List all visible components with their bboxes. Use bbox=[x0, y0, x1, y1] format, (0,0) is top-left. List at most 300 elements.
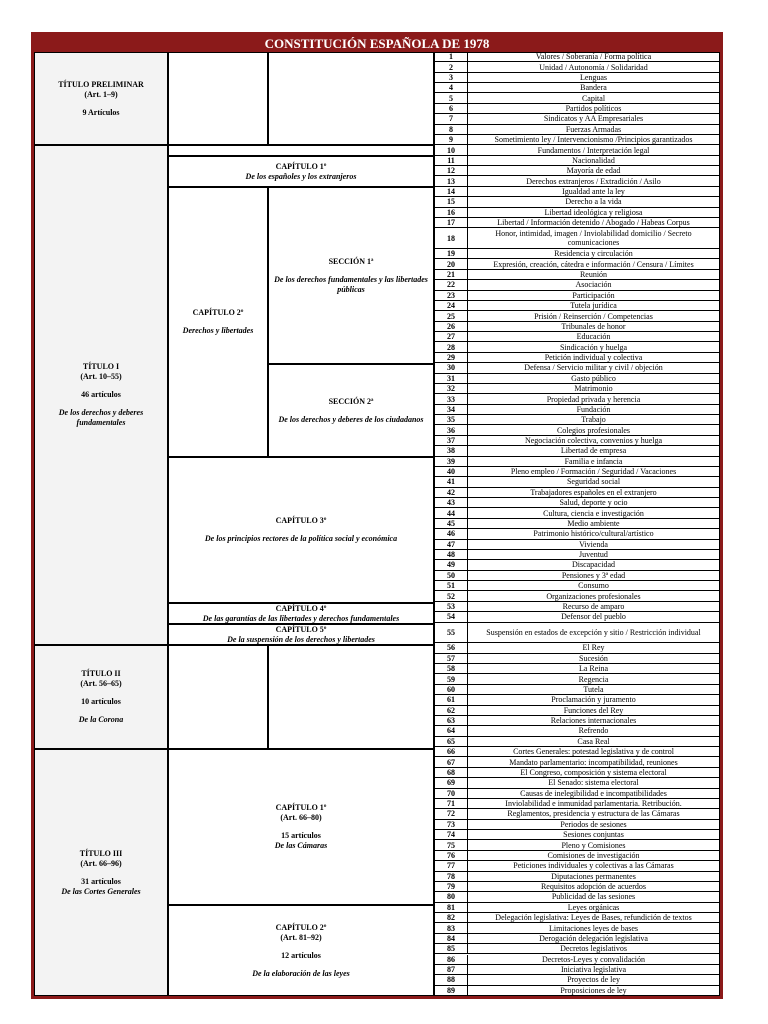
article-row bbox=[434, 477, 720, 487]
article-title: Cultura, ciencia e investigación bbox=[468, 508, 720, 518]
article-row bbox=[434, 550, 720, 560]
article-title: Reunión bbox=[468, 270, 720, 280]
article-number: 46 bbox=[434, 529, 468, 539]
article-title: Pleno y Comisiones bbox=[468, 840, 720, 850]
seccion-2-cell bbox=[268, 364, 434, 457]
article-number: 71 bbox=[434, 799, 468, 809]
article-row bbox=[434, 799, 720, 809]
article-title: Sindicatos y AA Empresariales bbox=[468, 114, 720, 124]
capitulo-count: 15 artículos bbox=[281, 831, 321, 840]
capitulo-2-cell bbox=[168, 187, 268, 457]
article-title: Sesiones conjuntas bbox=[468, 830, 720, 840]
article-number: 20 bbox=[434, 259, 468, 269]
article-number: 54 bbox=[434, 612, 468, 622]
article-title: Gasto público bbox=[468, 374, 720, 384]
article-row bbox=[434, 778, 720, 788]
article-number: 77 bbox=[434, 861, 468, 871]
article-row bbox=[434, 93, 720, 103]
article-number: 78 bbox=[434, 872, 468, 882]
article-row bbox=[434, 125, 720, 135]
article-title: Proclamación y juramento bbox=[468, 695, 720, 705]
article-row bbox=[434, 768, 720, 778]
article-number: 69 bbox=[434, 778, 468, 788]
article-title: Decretos legislativos bbox=[468, 944, 720, 954]
article-number: 74 bbox=[434, 830, 468, 840]
article-title: Tutela jurídica bbox=[468, 301, 720, 311]
empty-cell bbox=[168, 52, 268, 145]
article-number: 49 bbox=[434, 560, 468, 570]
article-title: Pensiones y 3ª edad bbox=[468, 571, 720, 581]
article-title: Prisión / Reinserción / Competencias bbox=[468, 311, 720, 321]
article-row bbox=[434, 353, 720, 363]
article-row bbox=[434, 436, 720, 446]
article-title: Nacionalidad bbox=[468, 156, 720, 166]
article-row bbox=[434, 425, 720, 435]
capitulo-desc: De los españoles y los extranjeros bbox=[245, 171, 357, 181]
article-row bbox=[434, 674, 720, 684]
article-title: Mayoría de edad bbox=[468, 166, 720, 176]
article-number: 2 bbox=[434, 62, 468, 72]
article-title: Proposiciones de ley bbox=[468, 986, 720, 996]
article-number: 32 bbox=[434, 384, 468, 394]
article-title: La Reina bbox=[468, 664, 720, 674]
article-title: Refrendo bbox=[468, 726, 720, 736]
seccion-name: SECCIÓN 1ª bbox=[328, 256, 374, 266]
article-number: 11 bbox=[434, 156, 468, 166]
article-number: 5 bbox=[434, 93, 468, 103]
article-number: 37 bbox=[434, 436, 468, 446]
article-title: Defensa / Servicio militar y civil / objeción bbox=[468, 363, 720, 373]
article-row bbox=[434, 114, 720, 124]
article-title: Decretos-Leyes y convalidación bbox=[468, 955, 720, 965]
article-row bbox=[434, 840, 720, 850]
article-title: El Senado: sistema electoral bbox=[468, 778, 720, 788]
article-number: 19 bbox=[434, 249, 468, 259]
article-title: Regencia bbox=[468, 674, 720, 684]
capitulo-1-cell bbox=[168, 156, 434, 187]
article-title: Organizaciones profesionales bbox=[468, 591, 720, 601]
article-number: 88 bbox=[434, 975, 468, 985]
article-number: 43 bbox=[434, 498, 468, 508]
article-number: 7 bbox=[434, 114, 468, 124]
capitulo-name: CAPÍTULO 1º bbox=[275, 161, 327, 171]
capitulo-name: CAPÍTULO 4º bbox=[275, 603, 327, 613]
article-number: 24 bbox=[434, 301, 468, 311]
article-number: 26 bbox=[434, 322, 468, 332]
article-number: 75 bbox=[434, 840, 468, 850]
article-title: Libertad ideológica y religiosa bbox=[468, 208, 720, 218]
article-row bbox=[434, 280, 720, 290]
titulo-desc: De los derechos y deberes fundamentales bbox=[58, 408, 144, 427]
article-title: Leyes orgánicas bbox=[468, 903, 720, 913]
titulo-iii-cell bbox=[34, 749, 168, 996]
article-row bbox=[434, 259, 720, 269]
capitulo-range: (Art. 66–80) bbox=[280, 813, 322, 822]
titulo-preliminar-cell bbox=[34, 52, 168, 145]
article-title: Bandera bbox=[468, 83, 720, 93]
article-title: Causas de inelegibilidad e incompatibilidades bbox=[468, 789, 720, 799]
article-row bbox=[434, 612, 720, 622]
article-number: 76 bbox=[434, 851, 468, 861]
article-title: Defensor del pueblo bbox=[468, 612, 720, 622]
constitution-table bbox=[34, 52, 720, 996]
article-title: Comisiones de investigación bbox=[468, 851, 720, 861]
capitulo-range: (Art. 81–92) bbox=[280, 932, 322, 942]
titulo-ii-cell bbox=[34, 645, 168, 749]
article-row bbox=[434, 571, 720, 581]
article-row bbox=[434, 809, 720, 819]
article-title: Derogación delegación legislativa bbox=[468, 934, 720, 944]
article-row bbox=[434, 623, 720, 644]
article-title: Mandato parlamentario: incompatibilidad, reuniones bbox=[468, 757, 720, 767]
capitulo-name: CAPÍTULO 2º bbox=[275, 922, 327, 932]
article-number: 3 bbox=[434, 73, 468, 83]
article-number: 29 bbox=[434, 353, 468, 363]
article-number: 39 bbox=[434, 457, 468, 467]
article-row bbox=[434, 975, 720, 985]
article-number: 50 bbox=[434, 571, 468, 581]
article-row bbox=[434, 861, 720, 871]
article-row bbox=[434, 187, 720, 197]
article-number: 84 bbox=[434, 934, 468, 944]
article-row bbox=[434, 166, 720, 176]
titulo-name: TÍTULO I bbox=[82, 362, 120, 371]
article-title: Participación bbox=[468, 291, 720, 301]
article-number: 82 bbox=[434, 913, 468, 923]
article-title: Valores / Soberanía / Forma política bbox=[468, 52, 720, 62]
article-number: 44 bbox=[434, 508, 468, 518]
article-number: 17 bbox=[434, 218, 468, 228]
article-title: El Rey bbox=[468, 643, 720, 653]
article-title: Iniciativa legislativa bbox=[468, 965, 720, 975]
article-number: 9 bbox=[434, 135, 468, 145]
article-title: Unidad / Autonomía / Solidaridad bbox=[468, 62, 720, 72]
article-number: 63 bbox=[434, 716, 468, 726]
article-row bbox=[434, 467, 720, 477]
article-number: 80 bbox=[434, 892, 468, 902]
article-number: 62 bbox=[434, 706, 468, 716]
titulo-name: TÍTULO PRELIMINAR bbox=[58, 79, 144, 89]
article-title: Sindicación y huelga bbox=[468, 342, 720, 352]
article-row bbox=[434, 228, 720, 249]
article-number: 10 bbox=[434, 145, 468, 155]
article-title: Trabajo bbox=[468, 415, 720, 425]
article-number: 6 bbox=[434, 104, 468, 114]
titulo-count: 10 artículos bbox=[81, 697, 121, 706]
article-title: Reglamentos, presidencia y estructura de las Cámaras bbox=[468, 809, 720, 819]
article-number: 52 bbox=[434, 591, 468, 601]
article-row bbox=[434, 685, 720, 695]
article-row bbox=[434, 851, 720, 861]
empty-cell bbox=[268, 52, 434, 145]
article-row bbox=[434, 384, 720, 394]
article-title: Sometimiento ley / Intervencionismo /Principios garantizados bbox=[468, 135, 720, 145]
capitulo-name: CAPÍTULO 5º bbox=[275, 624, 327, 634]
article-title: Derechos extranjeros / Extradición / Asilo bbox=[468, 176, 720, 186]
article-number: 83 bbox=[434, 923, 468, 933]
article-number: 64 bbox=[434, 726, 468, 736]
titulo-desc: De la Corona bbox=[78, 715, 124, 724]
capitulo-4-cell bbox=[168, 603, 434, 624]
article-row bbox=[434, 62, 720, 72]
article-row bbox=[434, 591, 720, 601]
article-row bbox=[434, 706, 720, 716]
article-title: Vivienda bbox=[468, 540, 720, 550]
article-row bbox=[434, 197, 720, 207]
article-title: Libertad de empresa bbox=[468, 446, 720, 456]
article-number: 33 bbox=[434, 394, 468, 404]
article-title: Pleno empleo / Formación / Seguridad / Vacaciones bbox=[468, 467, 720, 477]
titulo-count: 9 Artículos bbox=[82, 107, 120, 117]
article-title: Salud, deporte y ocio bbox=[468, 498, 720, 508]
capitulo-desc: De los principios rectores de la política social y económica bbox=[204, 534, 398, 543]
article-number: 45 bbox=[434, 519, 468, 529]
article-title: Proyectos de ley bbox=[468, 975, 720, 985]
article-number: 34 bbox=[434, 405, 468, 415]
article-title: Relaciones internacionales bbox=[468, 716, 720, 726]
article-number: 61 bbox=[434, 695, 468, 705]
article-title: Partidos políticos bbox=[468, 104, 720, 114]
article-row bbox=[434, 695, 720, 705]
article-title: Negociación colectiva, convenios y huelga bbox=[468, 436, 720, 446]
article-number: 66 bbox=[434, 747, 468, 757]
titulo-count: 31 artículos bbox=[81, 876, 121, 886]
article-number: 47 bbox=[434, 540, 468, 550]
article-number: 22 bbox=[434, 280, 468, 290]
capitulo-desc: De la suspensión de los derechos y libertades bbox=[227, 634, 375, 644]
article-title: Expresión, creación, cátedra e información / Censura / Límites bbox=[468, 259, 720, 269]
article-title: Seguridad social bbox=[468, 477, 720, 487]
article-title: Tribunales de honor bbox=[468, 322, 720, 332]
article-title: Capital bbox=[468, 93, 720, 103]
article-number: 42 bbox=[434, 488, 468, 498]
article-row bbox=[434, 540, 720, 550]
article-title: Diputaciones permanentes bbox=[468, 872, 720, 882]
article-title: Familia e infancia bbox=[468, 457, 720, 467]
article-number: 31 bbox=[434, 374, 468, 384]
article-number: 48 bbox=[434, 550, 468, 560]
article-row bbox=[434, 913, 720, 923]
article-row bbox=[434, 301, 720, 311]
article-title: Matrimonio bbox=[468, 384, 720, 394]
article-title: Recurso de amparo bbox=[468, 602, 720, 612]
capitulo-5-cell bbox=[168, 624, 434, 645]
article-number: 36 bbox=[434, 425, 468, 435]
titulo-name: TÍTULO II bbox=[81, 669, 121, 678]
article-title: Discapacidad bbox=[468, 560, 720, 570]
titulo-range: (Art. 10–55) bbox=[80, 372, 122, 381]
article-title: Sucesión bbox=[468, 654, 720, 664]
article-title: Suspensión en estados de excepción y sitio / Restricción individual bbox=[468, 623, 720, 644]
article-title: Trabajadores españoles en el extranjero bbox=[468, 488, 720, 498]
article-row bbox=[434, 156, 720, 166]
article-row bbox=[434, 415, 720, 425]
article-number: 40 bbox=[434, 467, 468, 477]
article-title: El Congreso, composición y sistema electoral bbox=[468, 768, 720, 778]
article-number: 60 bbox=[434, 685, 468, 695]
article-number: 30 bbox=[434, 363, 468, 373]
article-title: Delegación legislativa: Leyes de Bases, refundición de textos bbox=[468, 913, 720, 923]
article-number: 35 bbox=[434, 415, 468, 425]
article-row bbox=[434, 519, 720, 529]
article-title: Libertad / Información detenido / Abogado / Habeas Corpus bbox=[468, 218, 720, 228]
article-title: Publicidad de las sesiones bbox=[468, 892, 720, 902]
article-row bbox=[434, 218, 720, 228]
article-number: 57 bbox=[434, 654, 468, 664]
article-row bbox=[434, 923, 720, 933]
article-row bbox=[434, 581, 720, 591]
article-number: 89 bbox=[434, 986, 468, 996]
article-row bbox=[434, 176, 720, 186]
article-number: 59 bbox=[434, 674, 468, 684]
article-row bbox=[434, 892, 720, 902]
article-title: Lenguas bbox=[468, 73, 720, 83]
article-number: 79 bbox=[434, 882, 468, 892]
capitulo-desc: De las Cámaras bbox=[274, 841, 328, 850]
article-title: Cortes Generales: potestad legislativa y de control bbox=[468, 747, 720, 757]
empty-cell bbox=[168, 645, 268, 749]
article-number: 21 bbox=[434, 270, 468, 280]
article-row bbox=[434, 757, 720, 767]
capitulo-desc: Derechos y libertades bbox=[182, 326, 254, 335]
article-number: 72 bbox=[434, 809, 468, 819]
article-number: 51 bbox=[434, 581, 468, 591]
article-number: 56 bbox=[434, 643, 468, 653]
article-title: Igualdad ante la ley bbox=[468, 187, 720, 197]
titulo-range: (Art. 56–65) bbox=[80, 679, 122, 688]
article-number: 86 bbox=[434, 955, 468, 965]
article-title: Casa Real bbox=[468, 737, 720, 747]
article-title: Educación bbox=[468, 332, 720, 342]
article-number: 4 bbox=[434, 83, 468, 93]
article-row bbox=[434, 986, 720, 996]
article-row bbox=[434, 820, 720, 830]
article-number: 27 bbox=[434, 332, 468, 342]
capitulo-desc: De la elaboración de las leyes bbox=[252, 968, 350, 978]
article-title: Fuerzas Armadas bbox=[468, 125, 720, 135]
article-number: 13 bbox=[434, 176, 468, 186]
article-row bbox=[434, 135, 720, 145]
article-title: Propiedad privada y herencia bbox=[468, 394, 720, 404]
article-row bbox=[434, 955, 720, 965]
article-row bbox=[434, 560, 720, 570]
article-row bbox=[434, 291, 720, 301]
article-number: 1 bbox=[434, 52, 468, 62]
article-number: 70 bbox=[434, 789, 468, 799]
article-number: 85 bbox=[434, 944, 468, 954]
capitulo-name: CAPÍTULO 2º bbox=[192, 308, 244, 317]
article-title: Asociación bbox=[468, 280, 720, 290]
article-title: Derecho a la vida bbox=[468, 197, 720, 207]
article-number: 38 bbox=[434, 446, 468, 456]
article-row bbox=[434, 726, 720, 736]
article-row bbox=[434, 789, 720, 799]
article-row bbox=[434, 52, 720, 62]
article-number: 41 bbox=[434, 477, 468, 487]
article-title: Fundación bbox=[468, 405, 720, 415]
article-number: 12 bbox=[434, 166, 468, 176]
article-title: Consumo bbox=[468, 581, 720, 591]
article-number: 15 bbox=[434, 197, 468, 207]
article-row bbox=[434, 83, 720, 93]
article-row bbox=[434, 249, 720, 259]
article-row bbox=[434, 405, 720, 415]
article-row bbox=[434, 934, 720, 944]
article-title: Fundamentos / Interpretación legal bbox=[468, 145, 720, 155]
article-number: 28 bbox=[434, 342, 468, 352]
article-row bbox=[434, 322, 720, 332]
article-row bbox=[434, 872, 720, 882]
article-number: 87 bbox=[434, 965, 468, 975]
article-row bbox=[434, 903, 720, 913]
titulo-range: (Art. 1–9) bbox=[84, 89, 118, 99]
article-number: 81 bbox=[434, 903, 468, 913]
article-title: Periodos de sesiones bbox=[468, 820, 720, 830]
titulo-range: (Art. 66–96) bbox=[80, 858, 122, 868]
article-title: Juventud bbox=[468, 550, 720, 560]
article-number: 25 bbox=[434, 311, 468, 321]
document-title: CONSTITUCIÓN ESPAÑOLA DE 1978 bbox=[264, 36, 490, 51]
article-row bbox=[434, 311, 720, 321]
article-row bbox=[434, 643, 720, 653]
article-row bbox=[434, 498, 720, 508]
document-frame bbox=[31, 32, 723, 999]
capitulo-3-cell bbox=[168, 457, 434, 603]
capitulo-2-cell bbox=[168, 905, 434, 996]
article-row bbox=[434, 830, 720, 840]
article-row bbox=[434, 944, 720, 954]
article-row bbox=[434, 747, 720, 757]
article-title: Inviolabilidad e inmunidad parlamentaria. Retribución. bbox=[468, 799, 720, 809]
capitulo-name: CAPÍTULO 3º bbox=[275, 516, 327, 525]
article-title: Limitaciones leyes de bases bbox=[468, 923, 720, 933]
article-title: Residencia y circulación bbox=[468, 249, 720, 259]
titulo-count: 46 artículos bbox=[81, 390, 121, 399]
empty-cell bbox=[268, 645, 434, 749]
seccion-name: SECCIÓN 2ª bbox=[328, 396, 374, 406]
article-row bbox=[434, 508, 720, 518]
seccion-1-cell bbox=[268, 187, 434, 364]
capitulo-name: CAPÍTULO 1º bbox=[275, 803, 327, 812]
capitulo-count: 12 artículos bbox=[281, 950, 321, 960]
article-row bbox=[434, 664, 720, 674]
article-title: Tutela bbox=[468, 685, 720, 695]
article-title: Petición individual y colectiva bbox=[468, 353, 720, 363]
article-number: 67 bbox=[434, 757, 468, 767]
seccion-desc: De los derechos fundamentales y las libertades públicas bbox=[274, 274, 428, 294]
article-row bbox=[434, 332, 720, 342]
article-title: Peticiones individuales y colectivas a las Cámaras bbox=[468, 861, 720, 871]
article-row bbox=[434, 342, 720, 352]
titulo-name: TÍTULO III bbox=[79, 848, 123, 858]
article-number: 55 bbox=[434, 623, 468, 644]
article-title: Colegios profesionales bbox=[468, 425, 720, 435]
article-number: 23 bbox=[434, 291, 468, 301]
article-row bbox=[434, 374, 720, 384]
article-row bbox=[434, 965, 720, 975]
article-row bbox=[434, 488, 720, 498]
article-title: Funciones del Rey bbox=[468, 706, 720, 716]
article-title: Honor, intimidad, imagen / Inviolabilidad domicilio / Secreto comunicaciones bbox=[468, 228, 720, 249]
article-number: 73 bbox=[434, 820, 468, 830]
article-row bbox=[434, 145, 720, 155]
article-row bbox=[434, 363, 720, 373]
article-number: 18 bbox=[434, 228, 468, 249]
article-number: 14 bbox=[434, 187, 468, 197]
article-number: 65 bbox=[434, 737, 468, 747]
article-row bbox=[434, 208, 720, 218]
article-number: 16 bbox=[434, 208, 468, 218]
